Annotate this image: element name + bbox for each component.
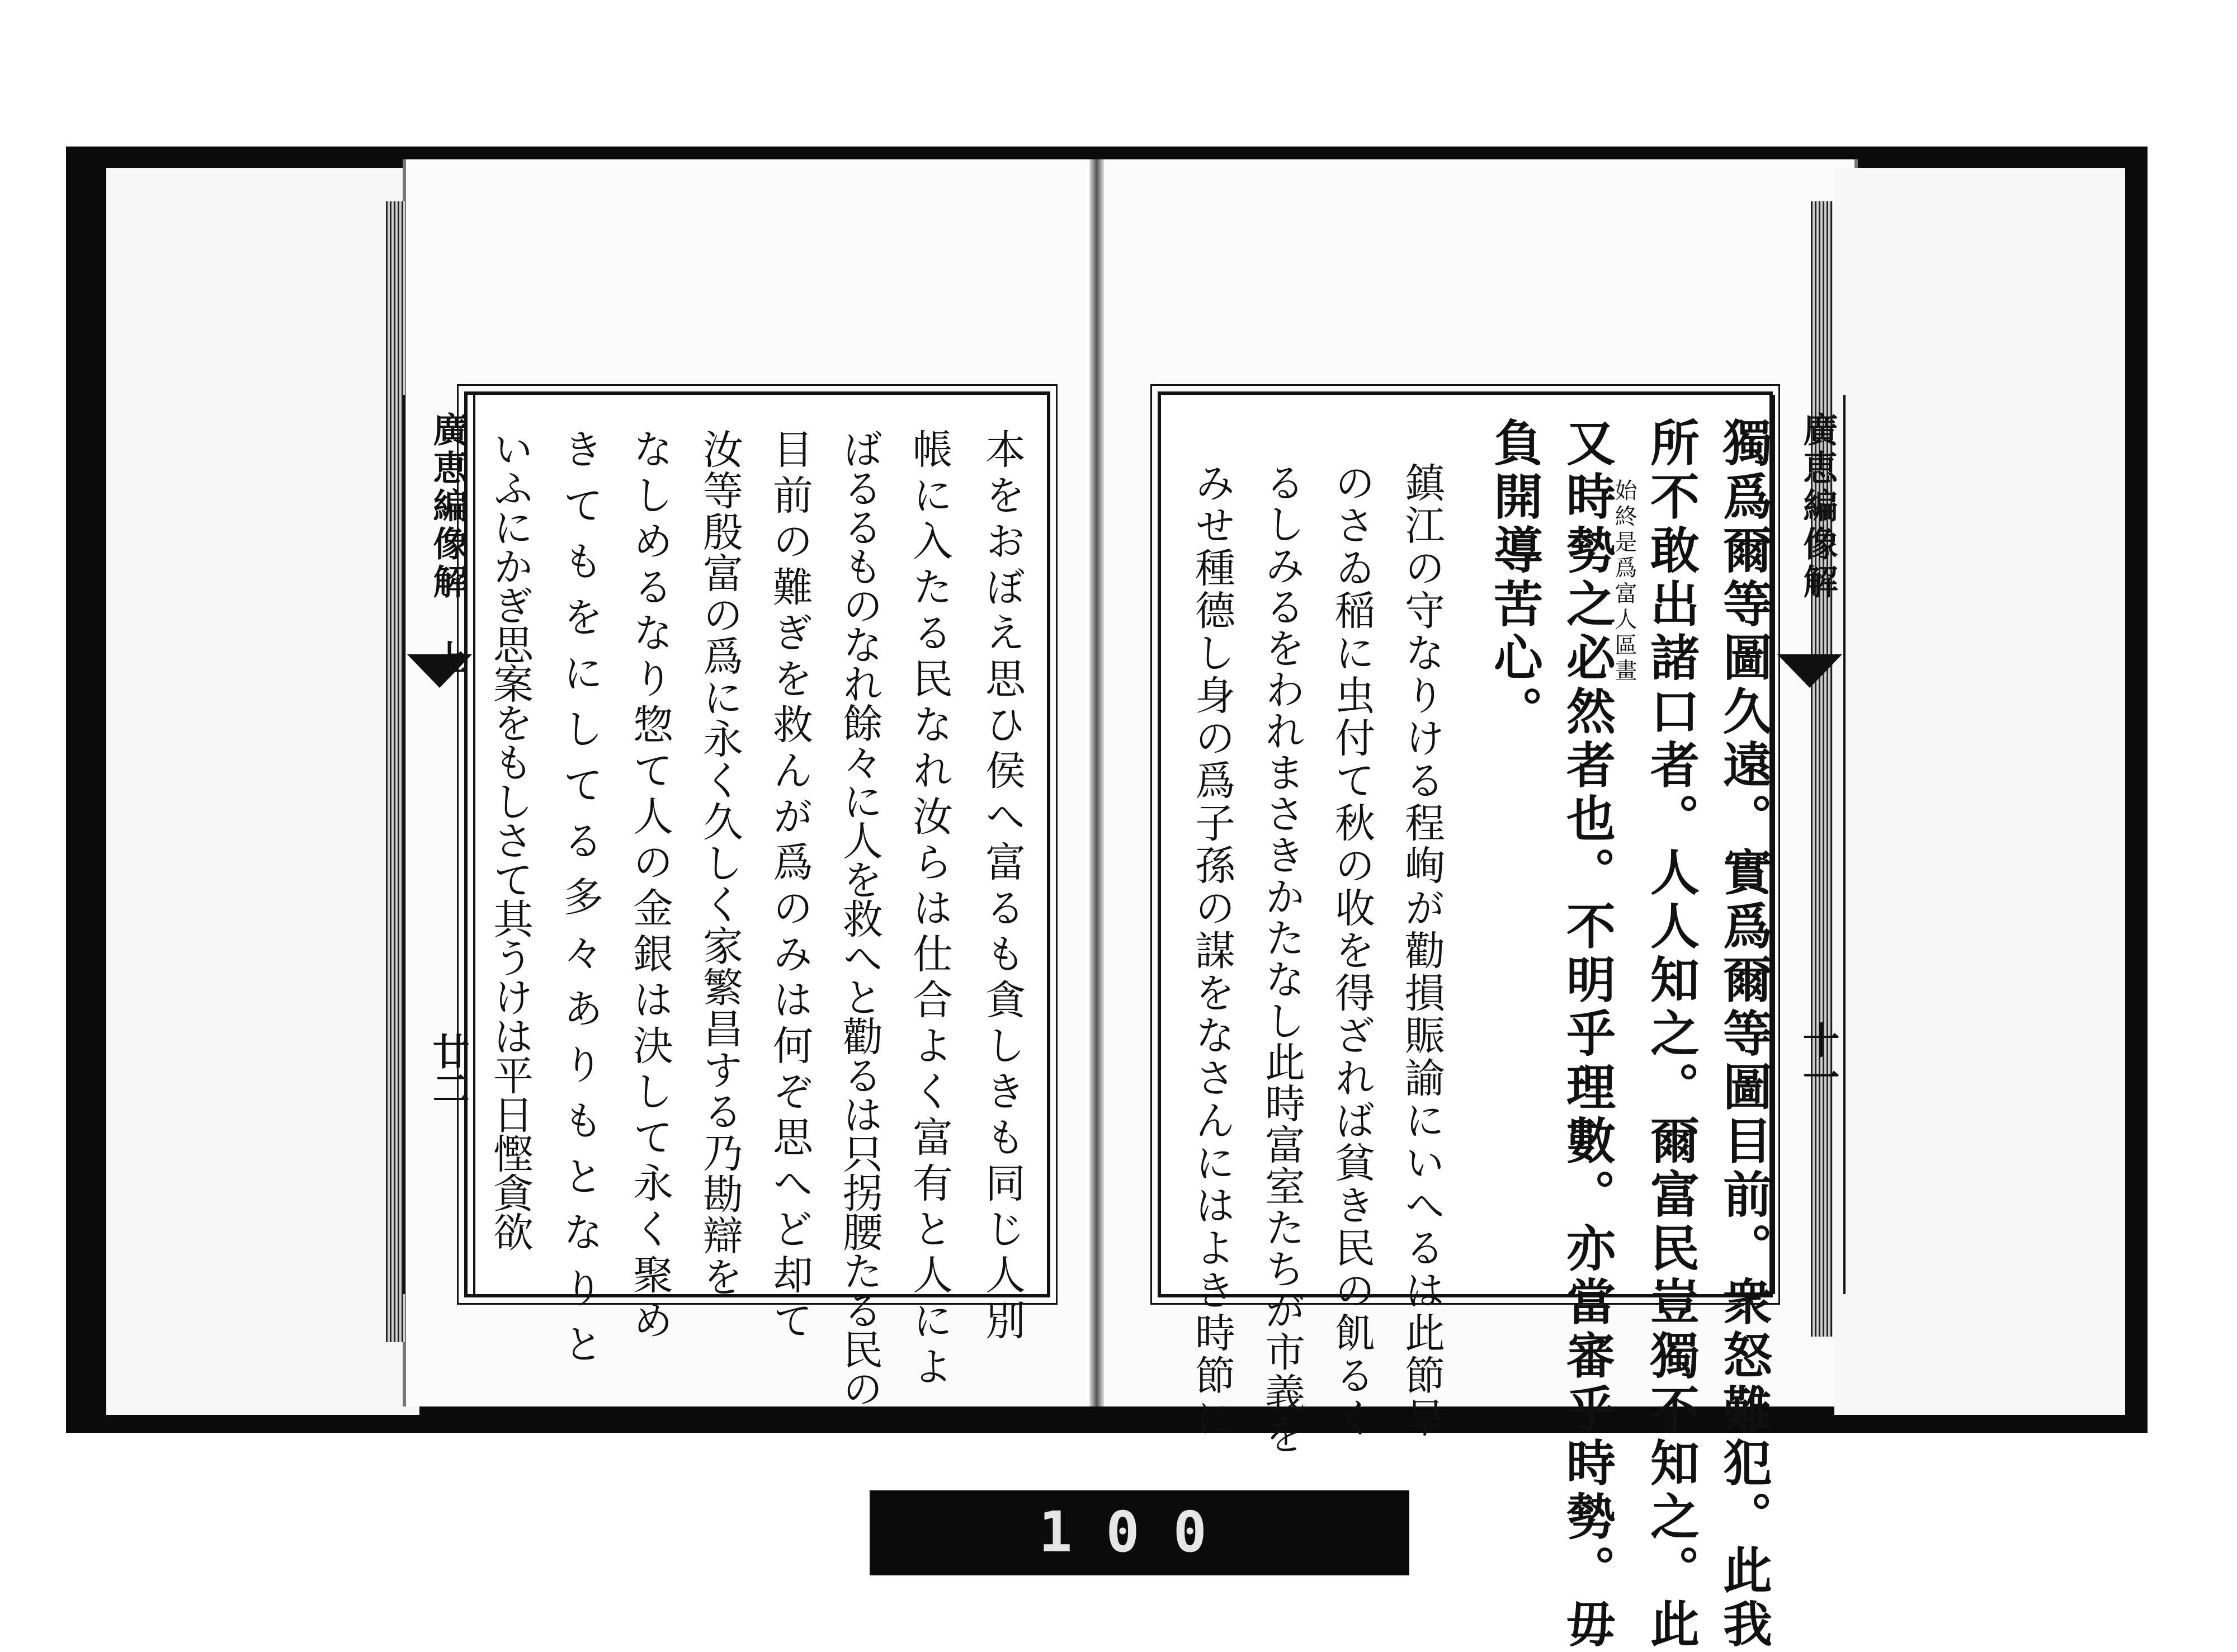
right-fishtail-mark xyxy=(1777,654,1842,688)
left-column-3: ばるるものなれ餘々に人を救へと勸るは只拐腰たる民の xyxy=(836,428,883,1407)
right-running-title: 廣恵編像解 xyxy=(1797,412,1838,602)
left-folio: 廿二 xyxy=(426,1032,470,1106)
book-gutter xyxy=(1089,159,1104,1406)
left-column-6: なしめるなり惣て人の金銀は決して永く聚め xyxy=(626,428,673,1346)
right-text-frame xyxy=(1158,391,1773,1652)
right-folio: 十一 xyxy=(1796,1021,1840,1095)
left-column-5: 汝等殷富の爲に永く久しく家繁昌する乃勘辯を xyxy=(696,428,743,1297)
left-fishtail-mark xyxy=(407,654,472,688)
right-center-column xyxy=(1773,395,1846,1294)
commentary-column-3: るしみるをわれまさきかたなし此時富室たちが市義を xyxy=(1258,462,1305,1455)
left-column-1: 本をおぼえ思ひ侯へ富るも貪しきも同じ人別 xyxy=(979,428,1026,1346)
left-center-column xyxy=(403,395,475,1294)
left-column-7: きてもをにしてる多々ありもとなりと xyxy=(556,428,603,1379)
left-page-edges xyxy=(386,201,405,1342)
left-running-title: 廣恵編像解 上 xyxy=(427,412,468,678)
interlinear-note: 始終是爲富人區畫 xyxy=(1611,479,1637,685)
left-text-frame xyxy=(464,391,1050,1407)
left-cover-board xyxy=(106,168,419,1415)
right-cover-board xyxy=(1834,168,2125,1415)
kanbun-column-4: 負開導苦心。 xyxy=(1486,417,1544,739)
commentary-column-2: のさゐ稲に虫付て秋の收を得ざれば貧き民の飢るく xyxy=(1328,462,1375,1439)
left-column-4: 目前の難ぎを救んが爲のみは何ぞ思へど却て xyxy=(766,428,813,1346)
left-column-2: 帳に入たる民なれ汝らは仕合よく富有と人によ xyxy=(906,428,953,1391)
archive-label-number: 100 xyxy=(1039,1499,1240,1565)
commentary-column-1: 鎮江の守なりける程峋が勸損賑諭にいへるは此節旱 xyxy=(1398,462,1445,1439)
left-column-8: いふにかぎ思案をもしさて其うけは平日慳貪欲 xyxy=(487,428,534,1250)
kanbun-column-1: 獨爲爾等圖久遠。實爲爾等圖目前。衆怒難犯。此我 xyxy=(1715,417,1773,1652)
kanbun-column-3: 又時勢之必然者也。不明乎理數。亦當審乎時勢。毋 xyxy=(1559,417,1617,1652)
commentary-column-4: みせ種德し身の爲子孫の謀をなさんにはよき時節に xyxy=(1188,462,1235,1439)
kanbun-column-2: 所不敢出諸口者。人人知之。爾富民豈獨不知之。此 xyxy=(1643,417,1701,1652)
